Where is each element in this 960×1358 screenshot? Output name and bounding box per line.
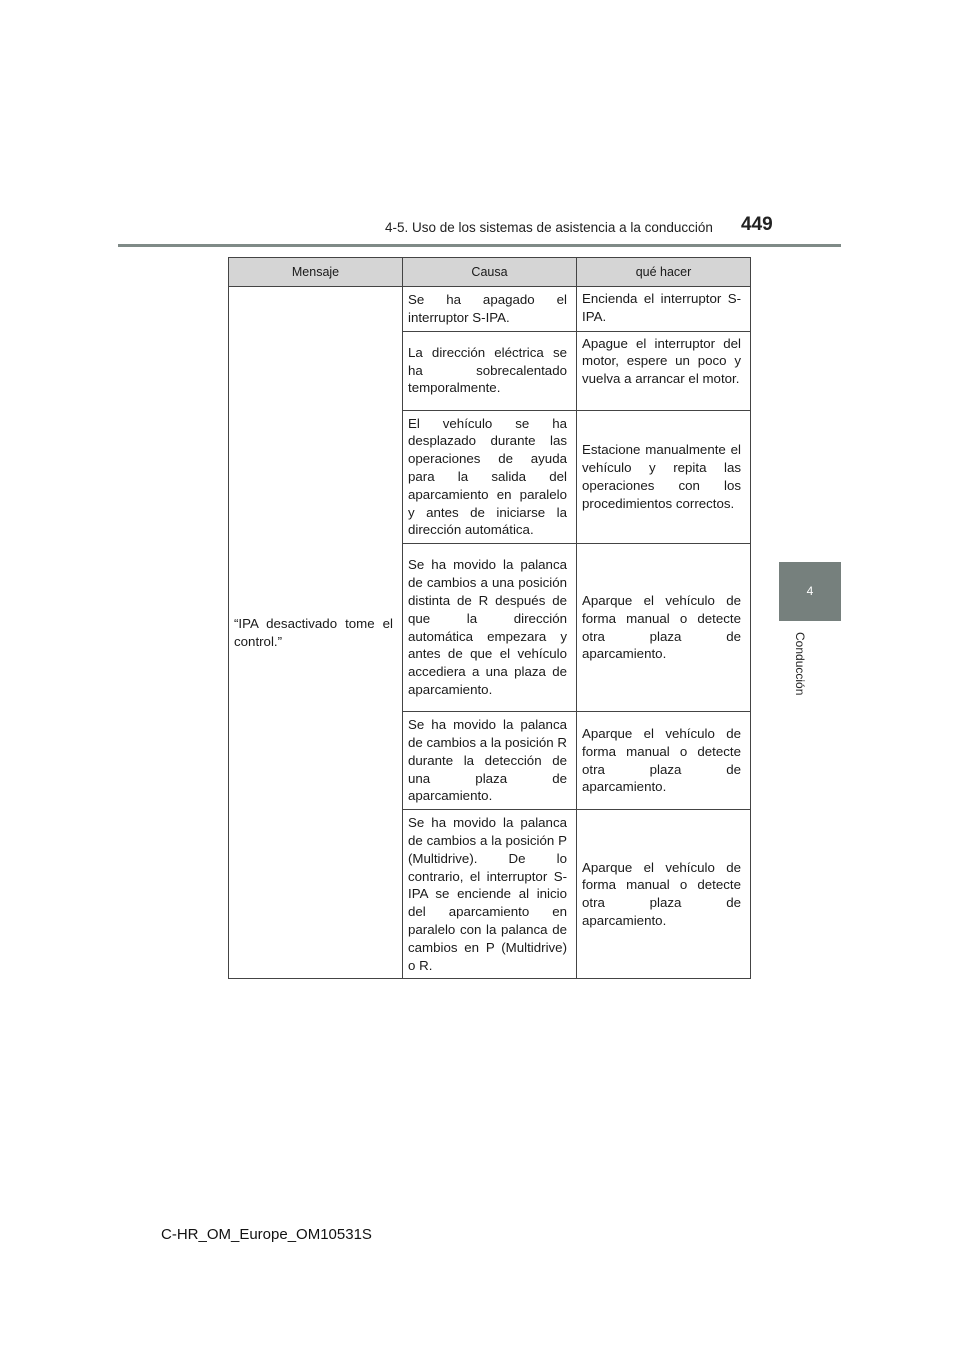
action-text: Apague el interruptor del motor, espere un poco y vuelva a arrancar el motor. (582, 335, 741, 387)
table-row (229, 287, 751, 332)
chapter-tab: 4 (779, 562, 841, 621)
column-header-cause: Causa (403, 258, 577, 287)
action-text: Encienda el interruptor S-IPA. (582, 291, 741, 324)
action-cell (577, 287, 751, 332)
document-id: C-HR_OM_Europe_OM10531S (161, 1226, 372, 1243)
cause-cell (403, 712, 577, 810)
cause-cell (403, 287, 577, 332)
column-header-message: Mensaje (229, 258, 403, 287)
cause-cell (403, 810, 577, 979)
action-text: Aparque el vehículo de forma manual o detecte otra plaza de aparcamiento. (582, 859, 741, 929)
action-cell (577, 331, 751, 410)
header-divider (118, 244, 841, 247)
action-text: Aparque el vehículo de forma manual o detecte otra plaza de aparcamiento. (582, 726, 741, 795)
cause-text: Se ha movido la palanca de cambios a una posición distinta de R después de que la dirección automática empezara y antes de que el vehículo accediera a una plaza de aparcamiento. (408, 557, 567, 698)
action-text: Estacione manualmente el vehículo y repita las operaciones con los procedimientos correctos. (582, 442, 741, 511)
cause-text: La dirección eléctrica se ha sobrecalentado temporalmente. (408, 344, 567, 396)
page-number: 449 (741, 214, 773, 235)
action-cell (577, 410, 751, 544)
cause-text: Se ha apagado el interruptor S-IPA. (408, 292, 567, 325)
message-cell (229, 287, 403, 979)
action-cell (577, 712, 751, 810)
cause-cell (403, 544, 577, 712)
column-header-action: qué hacer (577, 258, 751, 287)
table-header-row (229, 258, 751, 287)
action-cell (577, 544, 751, 712)
section-title: 4-5. Uso de los sistemas de asistencia a la conducción (385, 220, 713, 235)
cause-cell (403, 331, 577, 410)
chapter-label: Conducción (793, 632, 807, 696)
message-text: “IPA desactivado tome el control.” (234, 615, 393, 649)
action-cell (577, 810, 751, 979)
cause-text: Se ha movido la palanca de cambios a la posición R durante la detección de una plaza de aparcamiento. (408, 717, 567, 804)
message-table (228, 257, 751, 979)
action-text: Aparque el vehículo de forma manual o detecte otra plaza de aparcamiento. (582, 593, 741, 662)
cause-cell (403, 410, 577, 544)
cause-text: El vehículo se ha desplazado durante las operaciones de ayuda para la salida del aparcamiento en paralelo y antes de iniciarse la dirección automática. (408, 415, 567, 538)
cause-text: Se ha movido la palanca de cambios a la posición P (Multidrive). De lo contrario, el interruptor S-IPA se enciende al inicio del aparcamiento en paralelo con la palanca de cambios en P (Multidrive) o R. (408, 815, 567, 973)
